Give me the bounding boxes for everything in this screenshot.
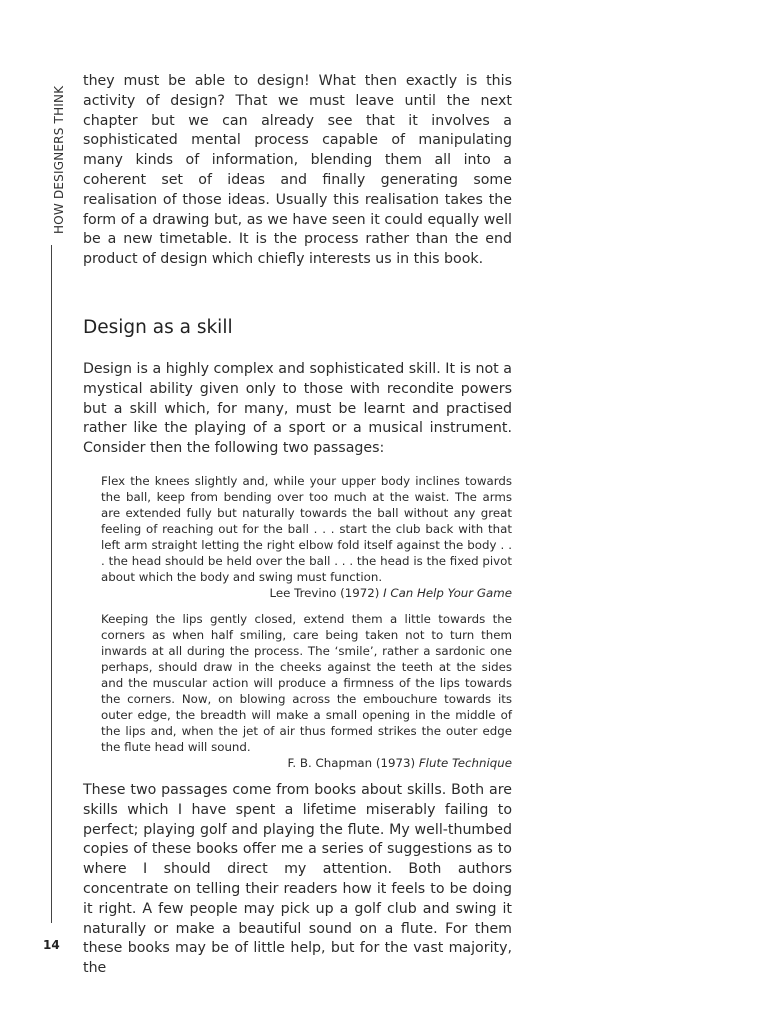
closing-paragraph: These two passages come from books about skills. Both are skills which I have spent a lifetime miserably failing to perfect; playing golf and playing the flute. My well-thumbed copies of these books offer me a series of suggestions as to where I should direct my attention. Both authors concentrate on telling their readers how it feels to be doing it right. A few people may pick up a golf club and swing it naturally or make a beautiful sound on a flute. For them these books may be of little help, but for the vast majority, the [83, 781, 512, 977]
golf-quote: Flex the knees slightly and, while your upper body inclines towards the ball, keep from bending over too much at the waist. The arms are extended fully but naturally towards the ball without any great feeling of reaching out for the ball . . . start the club back with that left arm straight letting the right elbow fold itself against the body . . . the head should be held over the ball . . . the head is the fixed pivot about which the body and swing must function. [101, 473, 512, 584]
page-number: 14 [43, 938, 60, 952]
flute-quote-citation [101, 755, 512, 771]
intro-paragraph: Design is a highly complex and sophisticated skill. It is not a mystical ability given only to those with recondite powers but a skill which, for many, must be learnt and practised rather like the playing of a sport or a musical instrument. Consider then the following two passages: [83, 360, 512, 457]
section-heading: Design as a skill [83, 316, 233, 338]
page-content [83, 72, 512, 979]
flute-quote: Keeping the lips gently closed, extend them a little towards the corners as when half smiling, care being taken not to turn them inwards at all during the process. The ‘smile’, rather a sardonic one perhaps, should draw in the cheeks against the teeth at the sides and the muscular action will produce a firmness of the lips towards the corners. Now, on blowing across the embouchure towards its outer edge, the breadth will make a small opening in the middle of the lips and, when the jet of air thus formed strikes the outer edge the flute head will sound. [101, 611, 512, 754]
quote-block [101, 473, 512, 771]
citation-author: F. B. Chapman (1973) [287, 755, 419, 770]
citation-title: I Can Help Your Game [383, 585, 512, 600]
citation-author: Lee Trevino (1972) [269, 585, 384, 600]
side-rule [51, 245, 52, 923]
running-head: HOW DESIGNERS THINK [52, 85, 66, 234]
golf-quote-citation [101, 585, 512, 601]
opening-paragraph: they must be able to design! What then exactly is this activity of design? That we must leave until the next chapter but we can already see that it involves a sophisticated mental process capable of manipulating many kinds of information, blending them all into a coherent set of ideas and finally generating some realisation of those ideas. Usually this realisation takes the form of a drawing but, as we have seen it could equally well be a new timetable. It is the process rather than the end product of design which chiefly interests us in this book. [83, 73, 512, 268]
citation-title: Flute Technique [418, 755, 512, 770]
